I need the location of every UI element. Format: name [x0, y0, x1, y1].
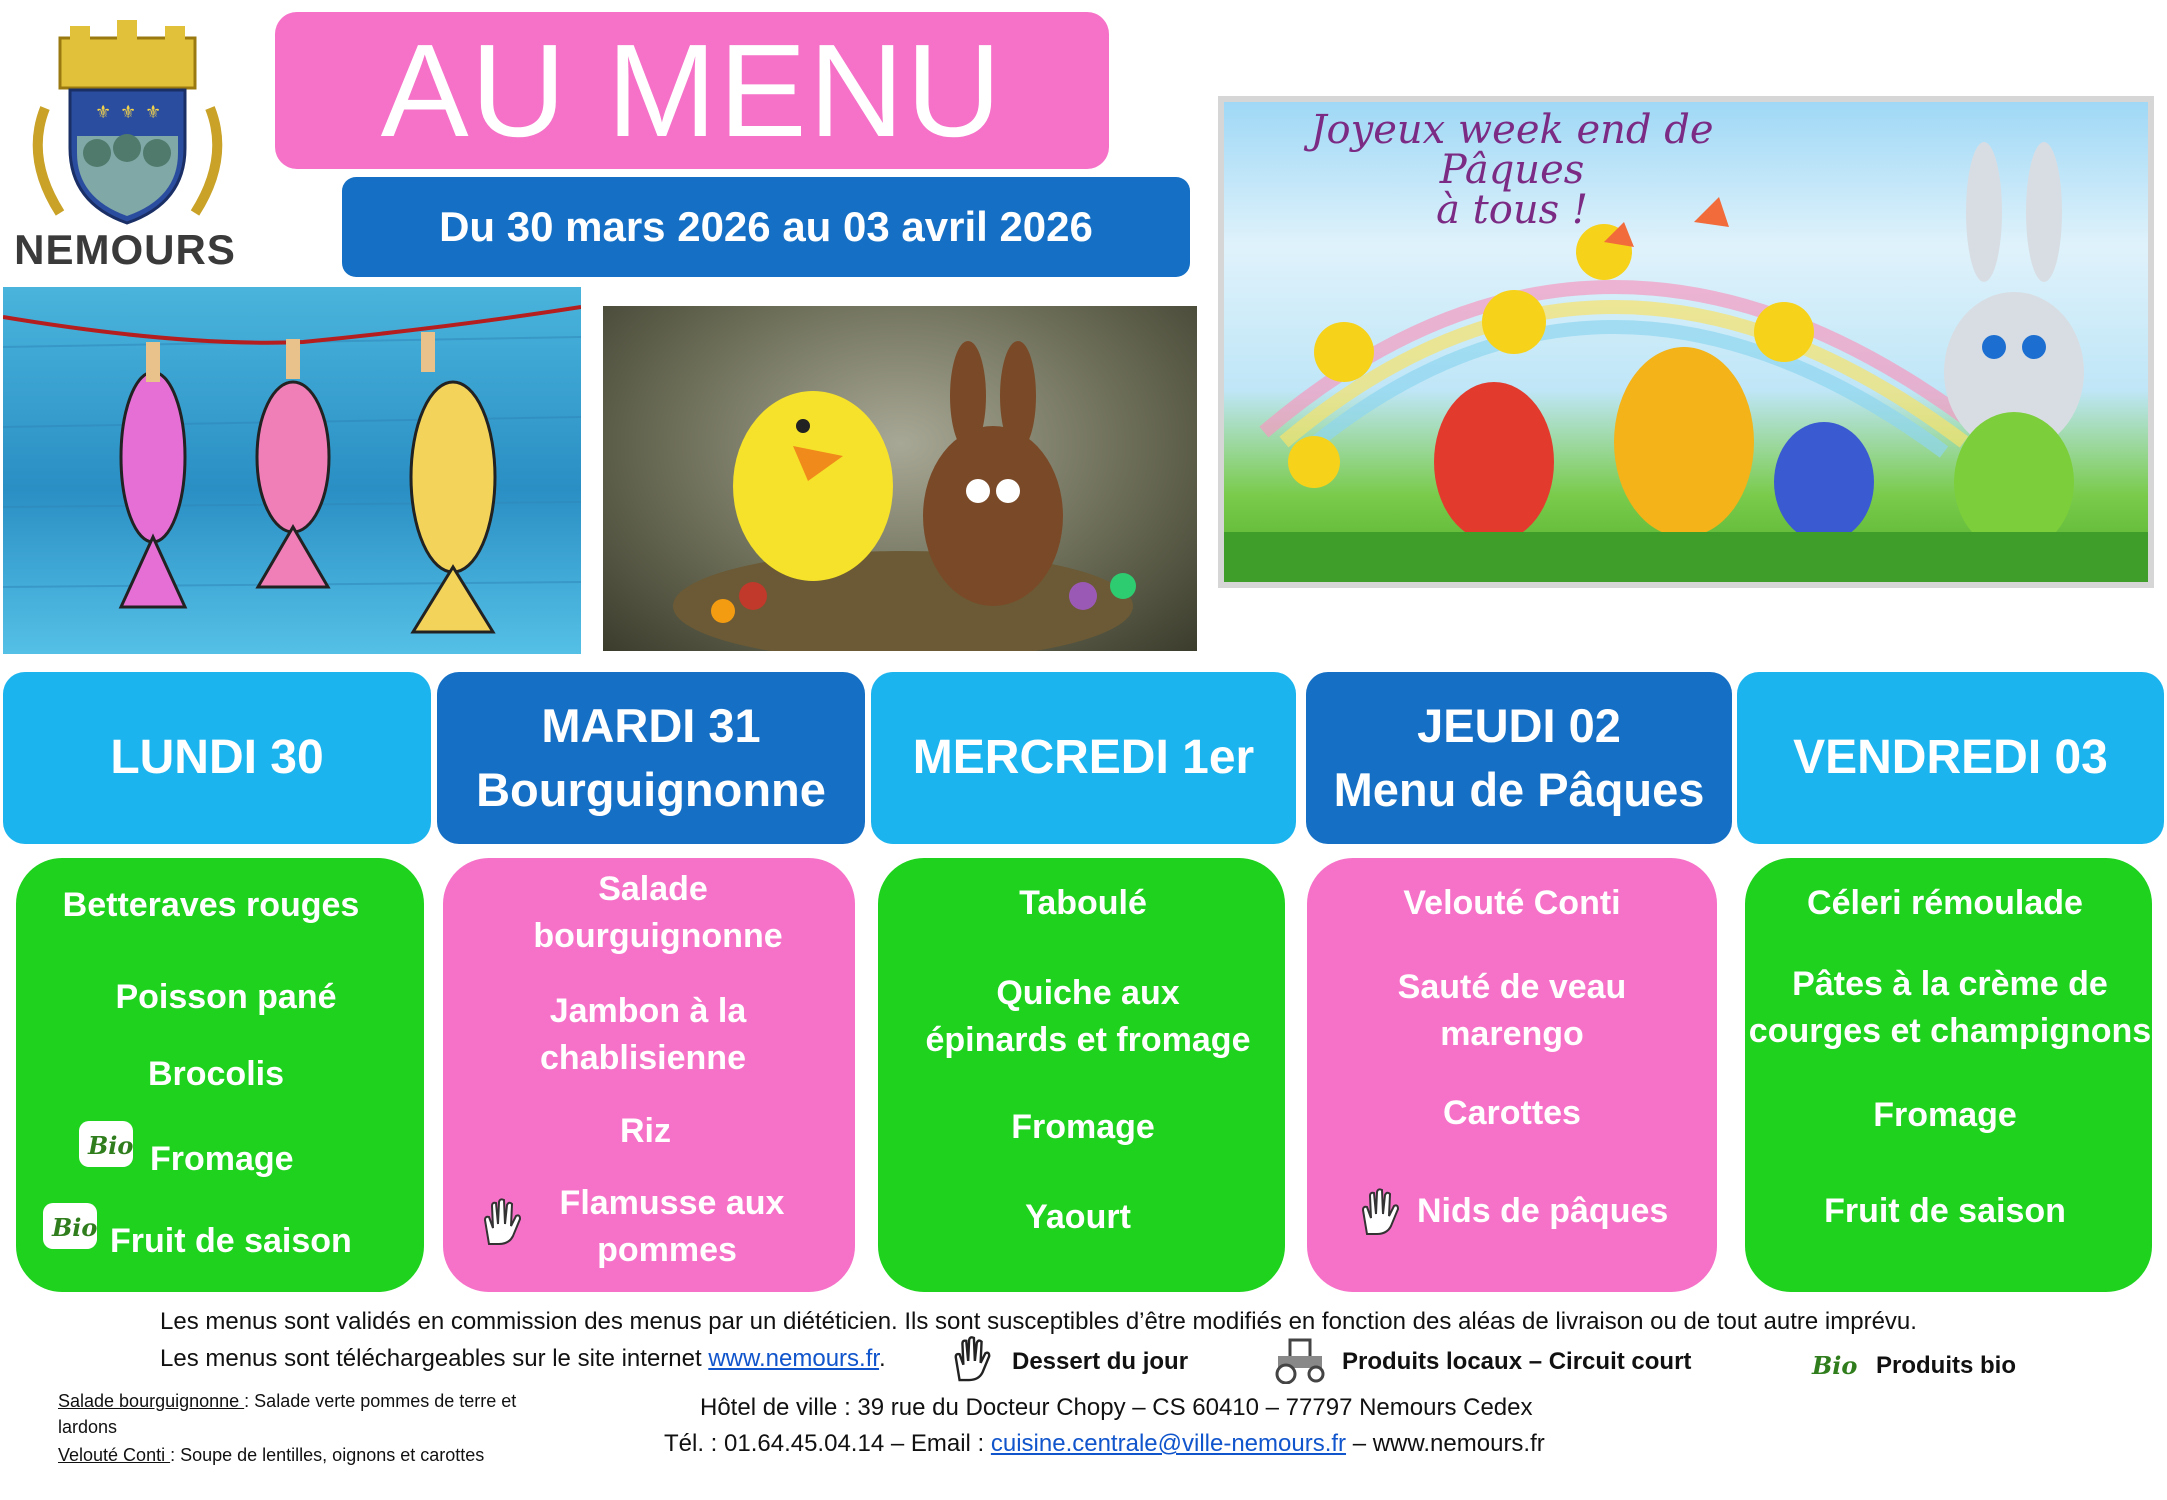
menu-item: Fromage — [1011, 1108, 1155, 1146]
menu-item: courges et champignons — [1748, 1012, 2152, 1050]
menu-item: Poisson pané — [115, 978, 337, 1016]
footer-download-suffix: . — [879, 1345, 886, 1372]
menu-item: Fromage — [1873, 1096, 2017, 1134]
menu-item: Flamusse aux — [559, 1184, 785, 1222]
email-link[interactable]: cuisine.centrale@ville-nemours.fr — [990, 1430, 1347, 1457]
menu-item: Fromage — [150, 1140, 294, 1178]
day-header-thursday — [1306, 672, 1732, 844]
svg-text:⚜: ⚜ — [145, 102, 162, 122]
day-header-thursday-line1: JEUDI 02 — [1417, 699, 1621, 752]
footer-download-text: Les menus sont téléchargeables sur le site internet — [160, 1345, 709, 1372]
menu-item: Velouté Conti — [1403, 884, 1621, 922]
menu-panel-friday — [1745, 858, 2152, 1292]
menu-item: marengo — [1440, 1015, 1584, 1053]
svg-text:⚜: ⚜ — [120, 102, 137, 122]
menu-item: Taboulé — [1019, 884, 1147, 922]
footer-website: – www.nemours.fr — [1346, 1430, 1545, 1457]
website-link[interactable]: www.nemours.fr — [708, 1345, 880, 1372]
footer-phone: Tél. : 01.64.45.04.14 – Email : — [664, 1430, 991, 1457]
glossary-term: Velouté Conti — [58, 1445, 171, 1465]
menu-item: Riz — [620, 1112, 671, 1150]
day-header-wednesday-line1: MERCREDI 1er — [912, 731, 1255, 784]
legend-local-label: Produits locaux – Circuit court — [1342, 1348, 1692, 1375]
day-header-monday-line1: LUNDI 30 — [110, 731, 324, 784]
svg-text:Bio: Bio — [88, 1131, 134, 1160]
day-header-wednesday — [871, 672, 1296, 844]
menu-item: chablisienne — [540, 1039, 746, 1077]
menu-item: Yaourt — [1025, 1198, 1131, 1236]
chick-bunny-icon — [603, 306, 1197, 651]
menu-item: épinards et fromage — [925, 1021, 1251, 1059]
day-header-tuesday-line1: MARDI 31 — [541, 699, 761, 752]
day-header-tuesday-line2: Bourguignonne — [476, 763, 826, 816]
svg-text:Bio: Bio — [1812, 1351, 1858, 1380]
menu-panel-tuesday — [443, 858, 855, 1292]
menu-item: Sauté de veau — [1397, 968, 1627, 1006]
footer-disclaimer: Les menus sont validés en commission des menus par un diététicien. Ils sont susceptibles d’être modifiés en fonction des aléas de livraison ou de tout autre imprévu. — [160, 1308, 1917, 1335]
day-header-friday — [1737, 672, 2164, 844]
menu-item: Nids de pâques — [1417, 1192, 1669, 1230]
city-name: NEMOURS — [14, 226, 236, 273]
easter-greeting-line1: Joyeux week end de Pâques — [1310, 107, 1714, 193]
chick-and-bunny-photo — [603, 306, 1197, 651]
dessert-hand-icon — [1357, 1188, 1403, 1236]
glossary-definition: : Salade verte pommes de terre et lardons — [58, 1391, 517, 1437]
svg-text:⚜: ⚜ — [95, 102, 112, 122]
menu-item: Brocolis — [147, 1055, 285, 1093]
menu-item: Carottes — [1443, 1094, 1581, 1132]
bio-icon — [78, 1120, 134, 1168]
menu-item: Betteraves rouges — [62, 886, 360, 924]
menu-item: Céleri rémoulade — [1807, 884, 2083, 922]
menu-item: pommes — [597, 1231, 737, 1269]
bio-icon — [42, 1202, 98, 1250]
menu-item: Fruit de saison — [110, 1222, 352, 1260]
date-range-banner: Du 30 mars 2026 au 03 avril 2026 — [342, 177, 1190, 277]
menu-item: Pâtes à la crème de — [1792, 965, 2108, 1003]
dessert-hand-icon — [950, 1336, 994, 1382]
menu-item: Jambon à la — [549, 992, 747, 1030]
fish-garland-icon — [3, 287, 581, 654]
glossary-definition: : Soupe de lentilles, oignons et carottes — [170, 1445, 485, 1465]
menu-item: bourguignonne — [533, 917, 783, 955]
crest-icon — [15, 18, 240, 233]
day-header-monday — [3, 672, 431, 844]
svg-text:Bio: Bio — [52, 1213, 98, 1242]
day-header-friday-line1: VENDREDI 03 — [1793, 731, 2108, 784]
legend-dessert-label: Dessert du jour — [1012, 1348, 1189, 1375]
paper-fish-photo — [3, 287, 581, 654]
page-title: AU MENU — [275, 12, 1109, 169]
menu-item: Salade — [598, 870, 708, 908]
menu-panel-thursday — [1307, 858, 1717, 1292]
menu-item: Quiche aux — [996, 974, 1180, 1012]
day-header-tuesday — [437, 672, 865, 844]
day-header-thursday-line2: Menu de Pâques — [1333, 763, 1705, 816]
footer-contact — [664, 1430, 1764, 1458]
menu-item: Fruit de saison — [1824, 1192, 2066, 1230]
menu-panel-wednesday — [878, 858, 1285, 1292]
glossary-entry — [58, 1442, 618, 1468]
bio-icon — [1804, 1340, 1860, 1388]
tractor-icon — [1272, 1334, 1330, 1384]
footer-download-line — [160, 1345, 940, 1373]
footer-address: Hôtel de ville : 39 rue du Docteur Chopy – CS 60410 – 77797 Nemours Cedex — [700, 1394, 1533, 1421]
menu-panel-monday — [16, 858, 424, 1292]
easter-greeting-line2: à tous ! — [1436, 187, 1588, 233]
glossary-entry — [58, 1388, 568, 1440]
glossary-term: Salade bourguignonne — [58, 1391, 245, 1411]
easter-greeting-banner — [1218, 96, 2154, 588]
easter-scene-icon — [1224, 102, 2148, 582]
legend-bio-label: Produits bio — [1876, 1352, 2016, 1379]
